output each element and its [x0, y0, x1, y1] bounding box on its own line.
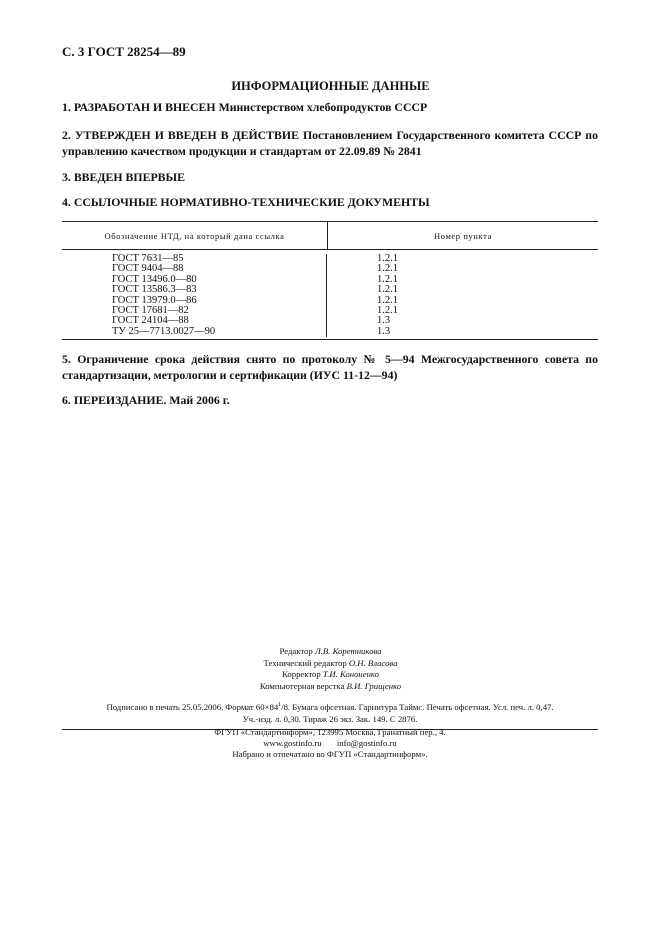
- table-cell: ГОСТ 13496.0—80: [112, 273, 197, 285]
- clause-column: [327, 254, 598, 337]
- item-lead: РАЗРАБОТАН И ВНЕСЕН: [73, 100, 216, 114]
- table-body: [62, 250, 598, 339]
- item-lead: ССЫЛОЧНЫЕ НОРМАТИВНО-ТЕХНИЧЕСКИЕ ДОКУМЕНТЫ: [73, 195, 430, 209]
- table-cell: 1.3: [377, 325, 391, 337]
- table-cell: ГОСТ 24104—88: [112, 315, 189, 327]
- table-cell: ГОСТ 13586.3—83: [112, 284, 197, 296]
- item-3: [62, 169, 598, 185]
- table-cell: 1.2.1: [377, 273, 398, 285]
- table-cell: ГОСТ 13979.0—86: [112, 294, 197, 306]
- print-info-line-1: [62, 699, 598, 713]
- item-number: 5.: [62, 352, 71, 366]
- page-header: С. 3 ГОСТ 28254—89: [62, 44, 186, 59]
- publisher-contacts: [62, 738, 598, 749]
- item-text: ПЕРЕИЗДАНИЕ. Май 2006 г.: [73, 393, 230, 407]
- designation-column: [62, 254, 327, 337]
- reference-documents-table: [62, 221, 598, 340]
- credit-role: Компьютерная верстка: [259, 680, 345, 691]
- table-cell: 1.2.1: [377, 284, 398, 296]
- credit-name: Л.В. Коретникова: [314, 646, 382, 656]
- credit-role: Редактор: [279, 646, 313, 656]
- item-text: Ограничение срока действия снято по протоколу № 5—94 Межгосударственного совета по стандартизации, метрологии и сертификации (ИУС 11-12—94): [62, 352, 599, 382]
- format-superscript: 1: [278, 702, 282, 708]
- section-title: ИНФОРМАЦИОННЫЕ ДАННЫЕ: [231, 79, 430, 93]
- table-cell: ГОСТ 7631—85: [112, 253, 184, 264]
- item-text: Постановлением Государственного комитета СССР по управлению качеством продукции и стандартам от 22.09.89 № 2841: [62, 128, 599, 158]
- credit-line: [200, 658, 461, 670]
- item-1: [62, 99, 598, 115]
- item-4: [62, 194, 598, 210]
- print-info-line-2: Уч.-изд. л. 0,30. Тираж 26 экз. Зак. 149. С 2876.: [242, 713, 418, 724]
- item-6: [62, 392, 598, 408]
- credit-name: Т.И. Кононенко: [322, 669, 379, 680]
- website-link[interactable]: www.gostinfo.ru: [263, 738, 322, 748]
- email-link[interactable]: info@gostinfo.ru: [336, 738, 397, 748]
- credit-name: О.Н. Власова: [348, 657, 398, 668]
- print-info: [62, 699, 598, 730]
- table-cell: 1.2.1: [377, 304, 398, 316]
- item-5: [62, 351, 598, 383]
- table-cell: 1.3: [377, 315, 391, 327]
- publisher-info: [62, 727, 598, 760]
- item-number: 6.: [62, 393, 71, 407]
- item-number: 1.: [62, 100, 71, 114]
- credit-line: [200, 646, 461, 658]
- table-cell: 1.2.1: [377, 263, 398, 275]
- table-cell: ТУ 25—7713.0027—90: [112, 325, 216, 337]
- item-number: 3.: [62, 170, 71, 184]
- column-header-designation: Обозначение НТД, на который дана ссылка: [62, 222, 328, 249]
- column-header-clause: Номер пункта: [434, 230, 492, 241]
- item-2: [62, 127, 598, 159]
- credit-role: Корректор: [282, 669, 321, 680]
- publisher-printed-by: Набрано и отпечатано во ФГУП «Стандартинформ».: [232, 749, 428, 759]
- item-text: Министерством хлебопродуктов СССР: [218, 100, 428, 114]
- table-cell: ГОСТ 17681—82: [112, 304, 189, 316]
- item-number: 4.: [62, 195, 71, 209]
- item-lead: УТВЕРЖДЕН И ВВЕДЕН В ДЕЙСТВИЕ: [74, 128, 299, 142]
- item-lead: ВВЕДЕН ВПЕРВЫЕ: [73, 170, 185, 184]
- credit-name: В.И. Грищенко: [346, 680, 402, 691]
- table-header: [62, 222, 598, 250]
- credit-line: [200, 669, 461, 681]
- credits-block: [200, 646, 461, 692]
- table-cell: 1.2.1: [377, 294, 398, 306]
- print-info-text: Подписано в печать 25.05.2006. Формат 60×84: [106, 701, 279, 712]
- item-number: 2.: [62, 128, 71, 142]
- table-cell: 1.2.1: [377, 253, 398, 264]
- print-info-text: /8. Бумага офсетная. Гарнитура Таймс. Печать офсетная. Усл. печ. л. 0,47.: [281, 701, 554, 712]
- publisher-address: ФГУП «Стандартинформ», 123995 Москва, Гранатный пер., 4.: [214, 727, 446, 737]
- credit-line: [200, 681, 461, 693]
- table-cell: ГОСТ 9404—88: [112, 263, 184, 275]
- credit-role: Технический редактор: [263, 657, 347, 668]
